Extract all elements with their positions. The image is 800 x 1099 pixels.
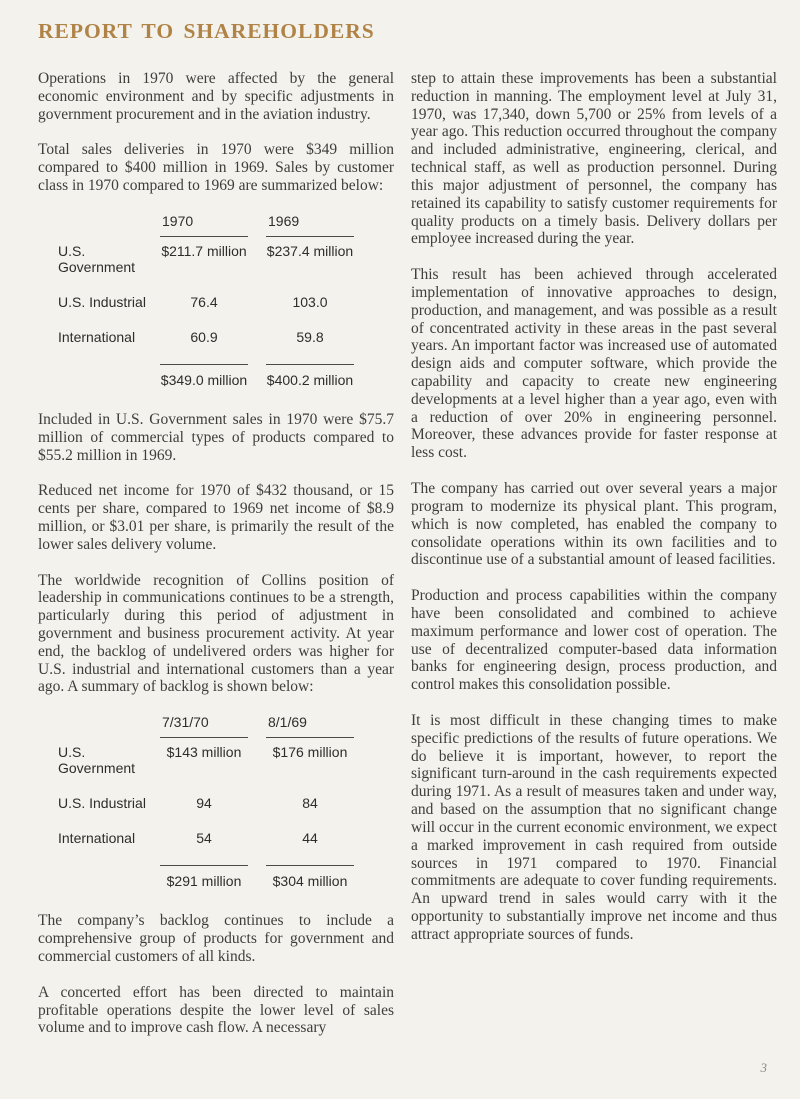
total-value: $304 million (266, 865, 354, 889)
paragraph: Total sales deliveries in 1970 were $349 million compared to $400 million in 1969. Sales by customer class in 1970 compared to 1969 are summarized below: (38, 141, 394, 195)
paragraph: It is most difficult in these changing times to make specific predictions of the results of future operations. We do believe it is important, however, to report the significant turn-around in the cash requirements expected during 1971. As a result of measures taken and under way, and based on the assumption that no significant change will occur in the current economic environment, we expect a marked improvement in cash required from outside sources in 1971 compared to 1970. Financial commitments are adequate to cover funding requirements. An upward trend in sales would carry with it the opportunity to substantially improve net income and thus attract appropriate sources of funds. (411, 712, 777, 943)
page-number: 3 (760, 1060, 767, 1075)
table-row (38, 795, 394, 811)
row-value: $237.4 million (266, 242, 354, 259)
paragraph: Operations in 1970 were affected by the general economic environment and by specific adjustments in government procurement and in the aviation industry. (38, 70, 394, 123)
row-value: $176 million (272, 744, 348, 761)
table-column-header: 8/1/69 (266, 714, 354, 738)
row-value: 60.9 (190, 328, 218, 345)
table-column-header: 7/31/70 (160, 714, 248, 738)
left-column (38, 70, 394, 1055)
two-column-layout (38, 70, 777, 1055)
table-header-row (38, 213, 394, 237)
table-row (38, 329, 394, 345)
paragraph: Included in U.S. Government sales in 1970 were $75.7 million of commercial types of products compared to $55.2 million in 1969. (38, 410, 394, 464)
row-value: 103.0 (292, 293, 328, 310)
paragraph: A concerted effort has been directed to maintain profitable operations despite the lower level of sales volume and to improve cash flow. A necessary (38, 983, 394, 1037)
table-total-row (38, 364, 394, 388)
table-row (38, 243, 394, 275)
table-column-header: 1970 (160, 213, 248, 237)
table-column-header: 1969 (266, 213, 354, 237)
paragraph: Reduced net income for 1970 of $432 thousand, or 15 cents per share, compared to 1969 net income of $8.9 million, or $3.01 per share, is primarily the result of the lower sales delivery volume. (38, 482, 394, 553)
row-label: U.S. Industrial (58, 795, 146, 812)
paragraph: This result has been achieved through accelerated implementation of innovative approaches to design, production, and management, and was possible as a result of concentrated activity in these areas in the past several years. An important factor was increased use of automated design aids and computer software, which provide the capability and capacity to create new engineering developments at a level higher than a year ago, even with a reduction of over 20% in engineering personnel. Moreover, these advances provide for faster response at less cost. (411, 266, 777, 462)
paragraph: The worldwide recognition of Collins position of leadership in communications continues to be a strength, particularly during this period of adjustment in government and business procurement activity. At year end, the backlog of undelivered orders was higher for U.S. industrial and international customers than a year ago. A summary of backlog is shown below: (38, 571, 394, 696)
row-label: International (58, 830, 136, 847)
row-label: U.S. Industrial (58, 293, 146, 310)
row-value: $211.7 million (161, 242, 247, 259)
row-value: 44 (302, 830, 318, 847)
backlog-summary-table (38, 714, 394, 889)
row-value: 94 (196, 795, 212, 812)
table-header-row (38, 714, 394, 738)
row-value: $143 million (166, 744, 242, 761)
row-value: 76.4 (190, 293, 218, 310)
table-total-row (38, 865, 394, 889)
right-column (411, 70, 777, 1055)
row-label: U.S. Government (58, 242, 136, 275)
row-value: 59.8 (296, 328, 324, 345)
sales-by-customer-class-table (38, 213, 394, 388)
total-value: $400.2 million (266, 364, 354, 388)
row-label: International (58, 328, 136, 345)
table-row (38, 744, 394, 776)
row-label: U.S. Government (58, 744, 136, 777)
table-row (38, 830, 394, 846)
paragraph: The company’s backlog continues to include a comprehensive group of products for government and commercial customers of all kinds. (38, 912, 394, 965)
total-value: $291 million (160, 865, 248, 889)
paragraph: step to attain these improvements has been a substantial reduction in manning. The employment level at July 31, 1970, was 17,340, down 5,700 or 25% from levels of a year ago. This reduction occurred throughout the company and included administrative, engineering, clerical, and technical staff, as well as production personnel. During this major adjustment of personnel, the company has retained its capability to satisfy customer requirements for quality products on a timely basis. Delivery dollars per employee increased during the year. (411, 70, 777, 248)
table-row (38, 294, 394, 310)
row-value: 84 (302, 795, 318, 812)
row-value: 54 (196, 830, 212, 847)
total-value: $349.0 million (160, 364, 248, 388)
paragraph: Production and process capabilities within the company have been consolidated and combined to achieve maximum performance and lower cost of operation. The use of decentralized computer-based data information banks for engineering design, process production, and control makes this consolidation possible. (411, 587, 777, 694)
paragraph: The company has carried out over several years a major program to modernize its physical plant. This program, which is now completed, has enabled the company to consolidate operations within its own facilities and to discontinue use of a substantial amount of leased facilities. (411, 480, 777, 569)
page-title: REPORT TO SHAREHOLDERS (38, 19, 375, 43)
